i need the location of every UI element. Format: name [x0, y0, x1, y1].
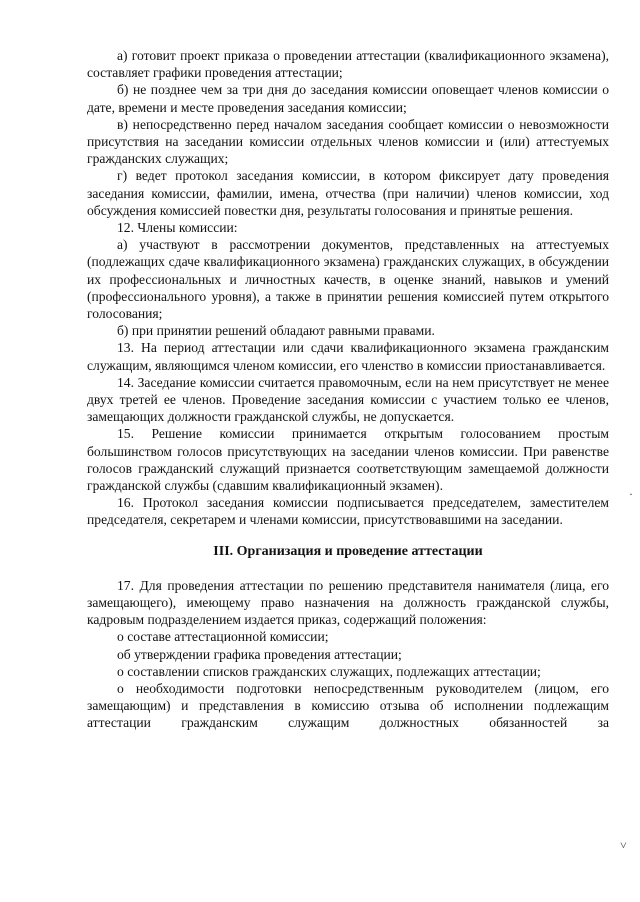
paragraph-12a: а) участвуют в рассмотрении документов, представленных на аттестуемых (подлежащих сдаче квалификационного экзамена) гражданских служащих, в обсуждении их профессиональных и личностных качеств, в оценке знаний, навыков и умений (профессионального уровня), а также в принятии решения комиссией путем открытого голосования;	[87, 237, 609, 322]
paragraph-12b: б) при принятии решений обладают равными правами.	[117, 323, 435, 339]
paragraph-13: 13. На период аттестации или сдачи квалификационного экзамена гражданским служащим, являющимся членом комиссии, его членство в комиссии приостанавливается.	[87, 340, 609, 373]
paragraph-16: 16. Протокол заседания комиссии подписывается председателем, заместителем председателя, секретарем и членами комиссии, присутствовавшими на заседании.	[87, 495, 609, 528]
paragraph-15: 15. Решение комиссии принимается открытым голосованием простым большинством голосов присутствующих на заседании членов комиссии. При равенстве голосов гражданский служащий признается соответствующим замещаемой должности гражданской службы (сдавшим квалификационный экзамен).	[87, 426, 609, 494]
paragraph-11a: а) готовит проект приказа о проведении аттестации (квалификационного экзамена), составляет графики проведения аттестации;	[87, 48, 609, 81]
section-heading: III. Организация и проведение аттестации	[213, 543, 483, 559]
paragraph-17: 17. Для проведения аттестации по решению представителя нанимателя (лица, его замещающего), имеющему право назначения на должность гражданской службы, кадровым подразделением издается приказ, содержащий положения:	[87, 577, 609, 628]
document-body	[87, 47, 609, 732]
list-item-schedule-approval: об утверждении графика проведения аттестации;	[117, 646, 402, 662]
paragraph-14: 14. Заседание комиссии считается правомочным, если на нем присутствует не менее двух третей ее членов. Проведение заседания комиссии с участием только ее членов, замещающих должности гражданской службы, не допускается.	[87, 374, 609, 425]
scan-mark: ·	[629, 487, 633, 501]
scan-mark: ˅	[620, 838, 627, 852]
paragraph-12: 12. Члены комиссии:	[117, 220, 238, 236]
list-item-review-preparation: о необходимости подготовки непосредственным руководителем (лицом, его замещающим) и представления в комиссию отзыва об исполнении подлежащим аттестации гражданским служащим должностных обязанностей за	[87, 680, 609, 731]
paragraph-11g: г) ведет протокол заседания комиссии, в котором фиксирует дату проведения заседания комиссии, фамилии, имена, отчества (при наличии) членов комиссии, ход обсуждения комиссией повестки дня, результаты голосования и принятые решения.	[87, 168, 609, 218]
list-item-employee-lists: о составлении списков гражданских служащих, подлежащих аттестации;	[117, 663, 541, 679]
paragraph-11v: в) непосредственно перед началом заседания сообщает комиссии о невозможности присутствия на заседании комиссии отдельных членов комиссии и (или) аттестуемых гражданских служащих;	[87, 116, 609, 167]
list-item-commission-composition: о составе аттестационной комиссии;	[117, 629, 329, 645]
paragraph-11b: б) не позднее чем за три дня до заседания комиссии оповещает членов комиссии о дате, времени и месте проведения заседания комиссии;	[87, 82, 609, 115]
